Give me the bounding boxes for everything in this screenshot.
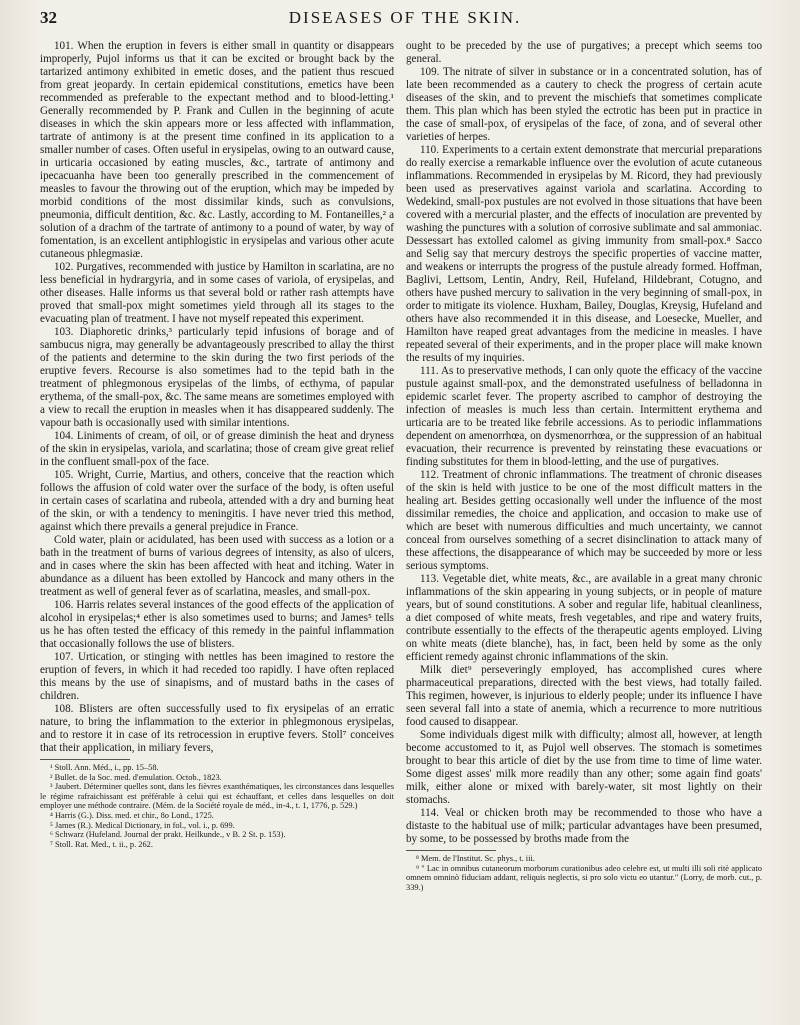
paragraph-110: 110. Experiments to a certain extent demonstrate that mercurial preparations do really exercise a remarkable influence over the evolution of acute cutaneous inflammations. Recommended in erysipelas by M. Ricord, they had previously been used as preservatives against variola and scarlatina. According to Wedekind, small-pox pustules are not evolved in those situations that have been covered with a mercurial plaster, and the effects of inoculation are prevented by washing the punctures with a solution of corrosive sublimate and sal ammoniac. Dessessart has extolled calomel as giving immunity from small-pox.⁸ Sacco and Selig say that mercury destroys the specific properties of vaccine matter, and weakens or interrupts the progress of the pustule already formed. Hoffman, Baglivi, Lettsom, Lentin, Andry, Reil, Hufeland, Hildebrant, Cotugno, and others have pushed mercury to salivation in the very beginning of small-pox, in order to mitigate its violence. Huxham, Bailey, Douglas, Kreysig, Hufeland and others have also recommended it in this disease, and Loesecke, Mueller, and Hamilton have reaped great advantages from the medicine in measles. I have repeated several of their experiments, and in the proper place will make known the results of my inquiries. bbox=[406, 144, 762, 364]
paragraph-104: 104. Liniments of cream, of oil, or of grease diminish the heat and dryness of the skin in erysipelas, variola, and scarlatina; those of cream give great relief in the confluent small-pox of the face. bbox=[40, 430, 394, 468]
paragraph-113-cont2: Some individuals digest milk with difficulty; almost all, however, at length become accustomed to it, as Pujol well observes. The stomach is sometimes brought to bear this article of diet by the use from time to time of lime water. Some digest asses' milk more readily than any other; some again find goats' milk, either alone or mixed with barely-water, sit most lightly on their stomachs. bbox=[406, 729, 762, 806]
left-footnotes bbox=[40, 763, 394, 849]
footnote: ³ Jaubert. Déterminer quelles sont, dans les fièvres exanthématiques, les circonstances dans lesquelles le régime rafraichissant est préférable à celui qui est échauffant, et celles dans lesquelles on doit employer une méthode contraire. (Mém. de la Société royale de méd., in-4., t. 1, 1776, p. 529.) bbox=[40, 782, 394, 811]
left-column bbox=[40, 40, 394, 849]
paragraph-113-cont: Milk diet⁹ perseveringly employed, has accomplished cures where pharmaceutical preparations, directed with the best views, had totally failed. This regimen, however, is injurious to elderly people; under its influence I have seen several fall into a state of anemia, which a recurrence to more nutritious food caused to disappear. bbox=[406, 664, 762, 728]
footnote: ² Bullet. de la Soc. med. d'emulation. Octob., 1823. bbox=[50, 772, 222, 782]
paragraph-114: 114. Veal or chicken broth may be recommended to those who have a distaste to the habitual use of milk; particular advantages have been presumed, by some, to be possessed by broths made from the bbox=[406, 807, 762, 845]
paragraph-112: 112. Treatment of chronic inflammations. The treatment of chronic diseases of the skin is held with justice to be one of the most difficult matters in the healing art. Besides getting occasionally well under the influence of the most dissimilar remedies, the choice and application, and occasion to make use of which are beset with numerous difficulties and much uncertainty, we cannot conceal from ourselves something of a secret disinclination to attack many of these affections, the disappearance of which may be succeeded by more or less serious symptoms. bbox=[406, 469, 762, 572]
paragraph-102: 102. Purgatives, recommended with justice by Hamilton in scarlatina, are no less beneficial in hydrargyria, and in some cases of variola, of erysipelas, and other diseases. Halle informs us that several bold or rather rash attempts have proved that small-pox might sometimes yield through all its stages to the evacuating plan of treatment. I have not myself repeated this experiment. bbox=[40, 261, 394, 325]
footnote: ⁹ " Lac in omnibus cutaneorum morborum curationibus adeo celebre est, ut multi illi soli ritè applicato omnem omninò fiduciam addant, reliquis neglectis, si pro solo victu eo utantur." (Lorry, de morb. cut., p. 339.) bbox=[406, 863, 762, 892]
footnote-divider bbox=[40, 759, 130, 760]
paragraph-108-cont: ought to be preceded by the use of purgatives; a precept which seems too general. bbox=[406, 40, 762, 65]
paragraph-108: 108. Blisters are often successfully used to fix erysipelas of an erratic nature, to bring the inflammation to the exterior in phlegmonous erysipelas, and to restore it in case of its retrocession in eruptive fevers. Stoll⁷ conceives that their application, in miliary fevers, bbox=[40, 703, 394, 754]
paragraph-105: 105. Wright, Currie, Martius, and others, conceive that the reaction which follows the affusion of cold water over the surface of the body, is often useful in certain cases of scarlatina and rubeola, attended with a dry and burning heat of the skin, or with a tendency to meningitis. I have never tried this method, against which there prevails a general prejudice in France. bbox=[40, 469, 394, 533]
paragraph-103: 103. Diaphoretic drinks,³ particularly tepid infusions of borage and of sambucus nigra, may generally be advantageously prescribed to allay the thirst of the patients and determine to the skin during the two first periods of the eruptive fevers. Recourse is also sometimes had to the tepid bath in the treatment of phlegmonous erysipelas of the limbs, of ecthyma, of papular erythema, of the small-pox, &c. The same means are sometimes employed with a view to recall the eruption in measles when it has disappeared suddenly. The vapour bath is occasionally used with similar intentions. bbox=[40, 326, 394, 429]
page-number: 32 bbox=[40, 8, 57, 27]
paragraph-109: 109. The nitrate of silver in substance or in a concentrated solution, has of late been recommended as a cautery to check the progress of certain acute diseases of the skin, and to prevent the mischiefs that sometimes complicate them. This plan which has been styled the ectrotic has been put in practice in the case of small-pox, of erysipelas of the face, of zona, and of several other varieties of herpes. bbox=[406, 66, 762, 143]
paragraph-101: 101. When the eruption in fevers is either small in quantity or disappears improperly, Pujol informs us that it can be excited or brought back by the tartarized antimony exhibited in emetic doses, and the patient thus rescued from great jeopardy. In certain epidemical constitutions, emetics have been recommended as preferable to the expectant method and to blood-letting.¹ Generally recommended by P. Frank and Cullen in the beginning of acute diseases in which the skin appears more or less affected with inflammation, tartrate of antimony is at the present time confined in its application to a smaller number of cases. Often useful in erysipelas, owing to an outward cause, in urticaria occasioned by eating muscles, &c., tartrate of antimony and ipecacuanha have been too generally prescribed in the commencement of measles to favour the throwing out of the eruption, which may be impeded by morbid conditions of the most dissimilar kinds, such as convulsions, pneumonia, difficult dentition, &c. &c. Lastly, according to M. Fontaneilles,² a solution of a drachm of the tartrate of antimony to a pound of water, by way of fomentation, is an excellent antiphlogistic in erysipelas and various other acute cutaneous phlegmasiæ. bbox=[40, 40, 394, 260]
paragraph-106: 106. Harris relates several instances of the good effects of the application of alcohol in erysipelas;⁴ ether is also sometimes used to burns; and James⁵ tells us he has often tested the efficacy of this remedy in the painful inflammation that occasionally follows the use of blisters. bbox=[40, 599, 394, 650]
footnote: ⁵ James (R.). Medical Dictionary, in fol., vol. i., p. 699. bbox=[50, 820, 235, 830]
paragraph-111: 111. As to preservative methods, I can only quote the efficacy of the vaccine pustule against small-pox, and the demonstrated usefulness of belladonna in epidemic scarlet fever. The property ascribed to camphor of destroying the infection of measles is much less than certain. Intermittent erythema and urticaria are to be treated like febrile accessions. As to periodic inflammations dependent on amenorrhœa, on dysmenorrhœa, or the suppression of an habitual evacuation, their recurrence is prevented by reinstating these evacuations or finding substitutes for them in blood-letting, and the use of purgatives. bbox=[406, 365, 762, 468]
paragraph-113: 113. Vegetable diet, white meats, &c., are available in a great many chronic inflammations of the skin appearing in young subjects, or in people of mature years, but of sound constitutions. A sober and regular life, habitual cleanliness, a diet composed of white meats, fresh vegetables, and ripe and watery fruits, contribute essentially to the effects of the therapeutic agents employed. Living on white meats (diete blanche), has, in fact, been held by some as the only efficient remedy against chronic inflammations of the skin. bbox=[406, 573, 762, 663]
footnote: ⁸ Mem. de l'Institut. Sc. phys., t. iii. bbox=[416, 854, 535, 863]
footnote-divider bbox=[406, 850, 496, 851]
right-footnotes bbox=[406, 854, 762, 892]
paragraph-107: 107. Urtication, or stinging with nettles has been imagined to restore the eruption of fevers, in which it had receded too rapidly. I have often replaced this means by the use of sinapisms, and of mustard baths in the cases of children. bbox=[40, 651, 394, 702]
footnote: ⁴ Harris (G.). Diss. med. et chir., 8o Lond., 1725. bbox=[50, 810, 214, 820]
paragraph-105-cont: Cold water, plain or acidulated, has been used with success as a lotion or a bath in the treatment of burns of various degrees of intensity, as also of ulcers, and in cases where the skin has been affected with heat and itching. Water in abundance as a diluent has been extolled by Hancock and many others in the treatment as well of general fever as of scarlatina, measles, and small-pox. bbox=[40, 534, 394, 598]
footnote: ¹ Stoll. Ann. Méd., i., pp. 15–58. bbox=[50, 763, 159, 772]
page-header bbox=[40, 8, 770, 32]
running-title: DISEASES OF THE SKIN. bbox=[288, 8, 522, 27]
footnote: ⁷ Stoll. Rat. Med., t. ii., p. 262. bbox=[50, 839, 153, 849]
footnote: ⁶ Schwarz (Hufeland. Journal der prakt. Heilkunde., v B. 2 St. p. 153). bbox=[50, 830, 286, 840]
right-column bbox=[406, 40, 762, 892]
